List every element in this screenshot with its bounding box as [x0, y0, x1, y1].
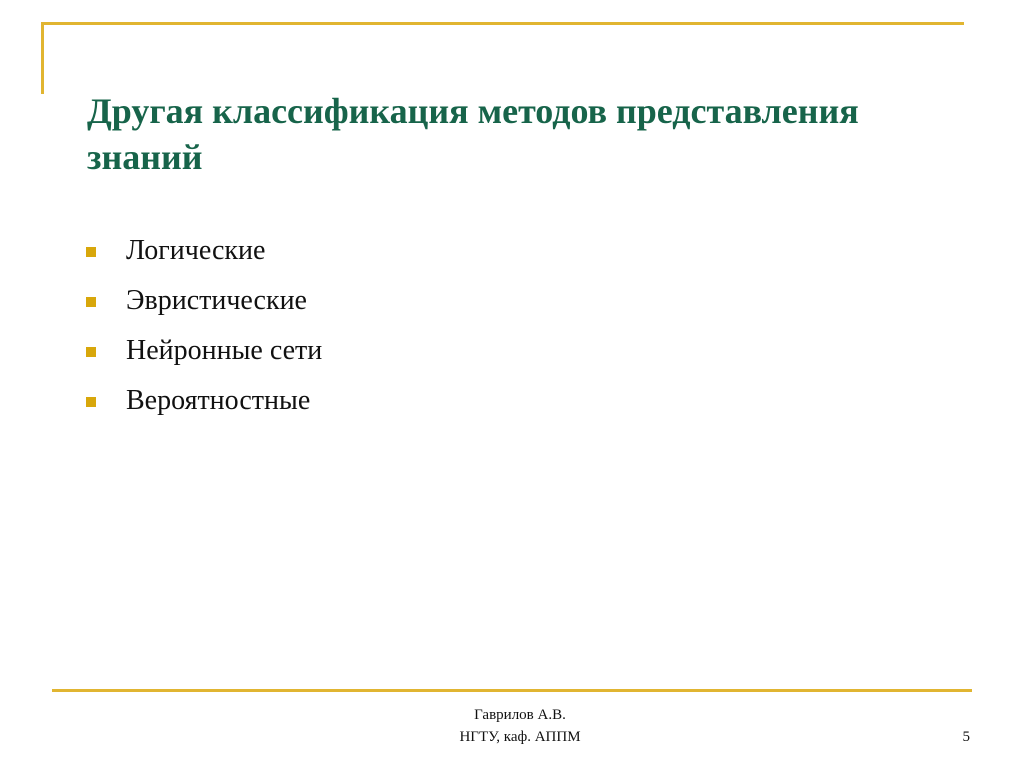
list-item	[86, 226, 322, 276]
footer-affiliation: НГТУ, каф. АППМ	[459, 729, 581, 745]
page-number: 5	[962, 729, 970, 745]
slide-title: Другая классификация методов представления знаний	[87, 91, 859, 177]
list-item	[86, 326, 322, 376]
square-bullet-icon	[86, 397, 96, 407]
frame-left-line	[41, 22, 44, 94]
square-bullet-icon	[86, 297, 96, 307]
bullet-text: Логические	[126, 235, 266, 266]
square-bullet-icon	[86, 347, 96, 357]
list-item	[86, 376, 322, 426]
bullet-text: Вероятностные	[126, 385, 311, 416]
frame-top-line	[41, 22, 964, 25]
footer	[370, 704, 670, 748]
footer-author: Гаврилов А.В.	[474, 707, 566, 723]
bullet-text: Эвристические	[126, 285, 307, 316]
bullet-text: Нейронные сети	[126, 335, 323, 366]
square-bullet-icon	[86, 247, 96, 257]
footer-divider	[52, 689, 972, 692]
bullet-list	[86, 226, 322, 426]
list-item	[86, 276, 322, 326]
